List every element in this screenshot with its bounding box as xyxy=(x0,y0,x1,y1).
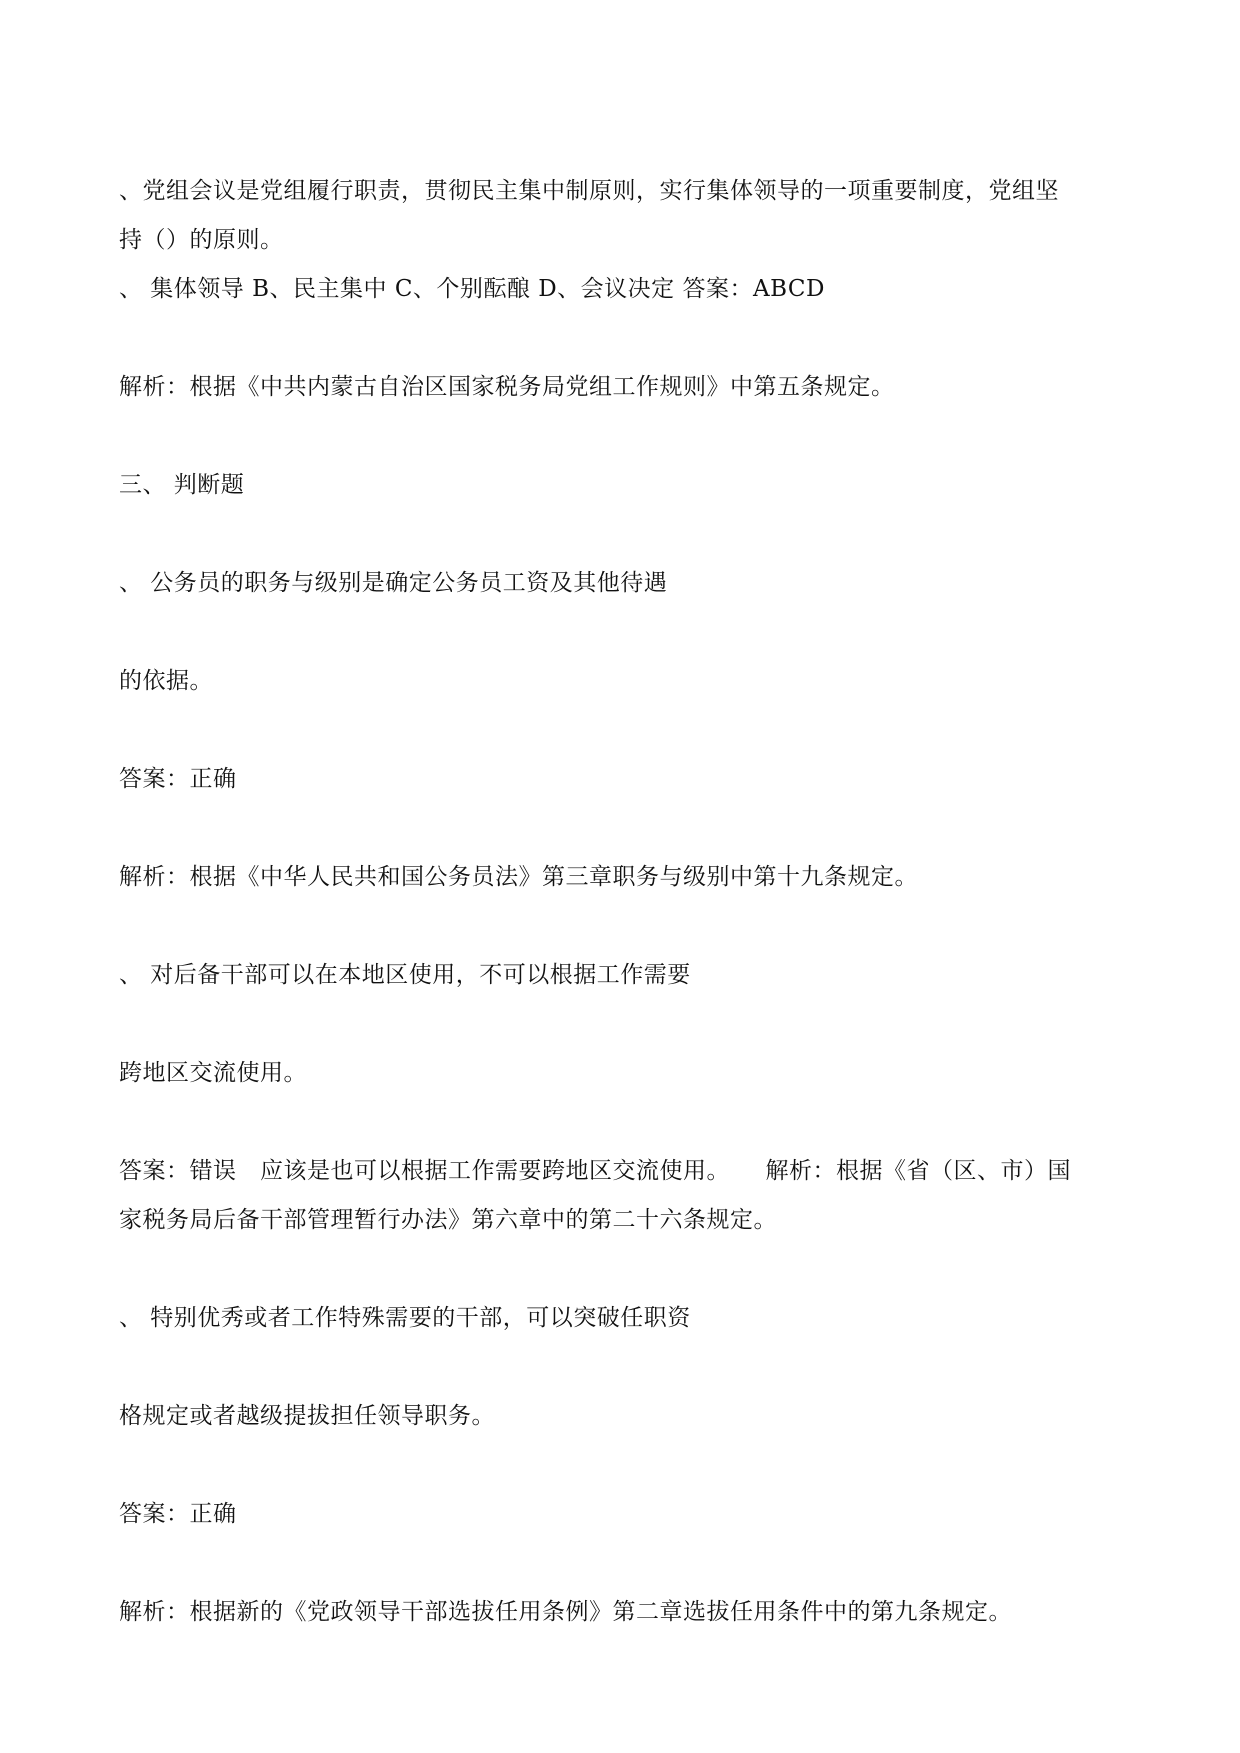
tf-question-3-stem-line-1: 、 特别优秀或者工作特殊需要的干部，可以突破任职资 xyxy=(119,1305,691,1331)
tf-question-3-analysis: 解析：根据新的《党政领导干部选拔任用条例》第二章选拔任用条件中的第九条规定。 xyxy=(119,1599,1012,1625)
tf-question-2-answer-line-1: 答案：错误 应该是也可以根据工作需要跨地区交流使用。 解析：根据《省（区、市）国 xyxy=(119,1158,1071,1184)
tf-question-1-answer: 答案：正确 xyxy=(119,766,237,792)
tf-question-2-stem-line-2: 跨地区交流使用。 xyxy=(119,1060,307,1086)
mc-question-options: 、 集体领导 B、民主集中 C、个别酝酿 D、会议决定 答案：ABCD xyxy=(119,276,825,302)
tf-question-1-stem-line-1: 、 公务员的职务与级别是确定公务员工资及其他待遇 xyxy=(119,570,668,596)
tf-question-2-stem-line-1: 、 对后备干部可以在本地区使用，不可以根据工作需要 xyxy=(119,962,691,988)
tf-question-3-stem-line-2: 格规定或者越级提拔担任领导职务。 xyxy=(119,1403,495,1429)
mc-question-stem-line-2: 持（）的原则。 xyxy=(119,227,284,253)
tf-question-2-answer-line-2: 家税务局后备干部管理暂行办法》第六章中的第二十六条规定。 xyxy=(119,1207,777,1233)
section-heading: 三、 判断题 xyxy=(119,472,245,498)
tf-question-1-stem-line-2: 的依据。 xyxy=(119,668,213,694)
tf-question-1-analysis: 解析：根据《中华人民共和国公务员法》第三章职务与级别中第十九条规定。 xyxy=(119,864,918,890)
mc-question-stem-line-1: 、党组会议是党组履行职责，贯彻民主集中制原则，实行集体领导的一项重要制度，党组坚 xyxy=(119,178,1059,204)
tf-question-3-answer: 答案：正确 xyxy=(119,1501,237,1527)
mc-question-analysis: 解析：根据《中共内蒙古自治区国家税务局党组工作规则》中第五条规定。 xyxy=(119,374,895,400)
